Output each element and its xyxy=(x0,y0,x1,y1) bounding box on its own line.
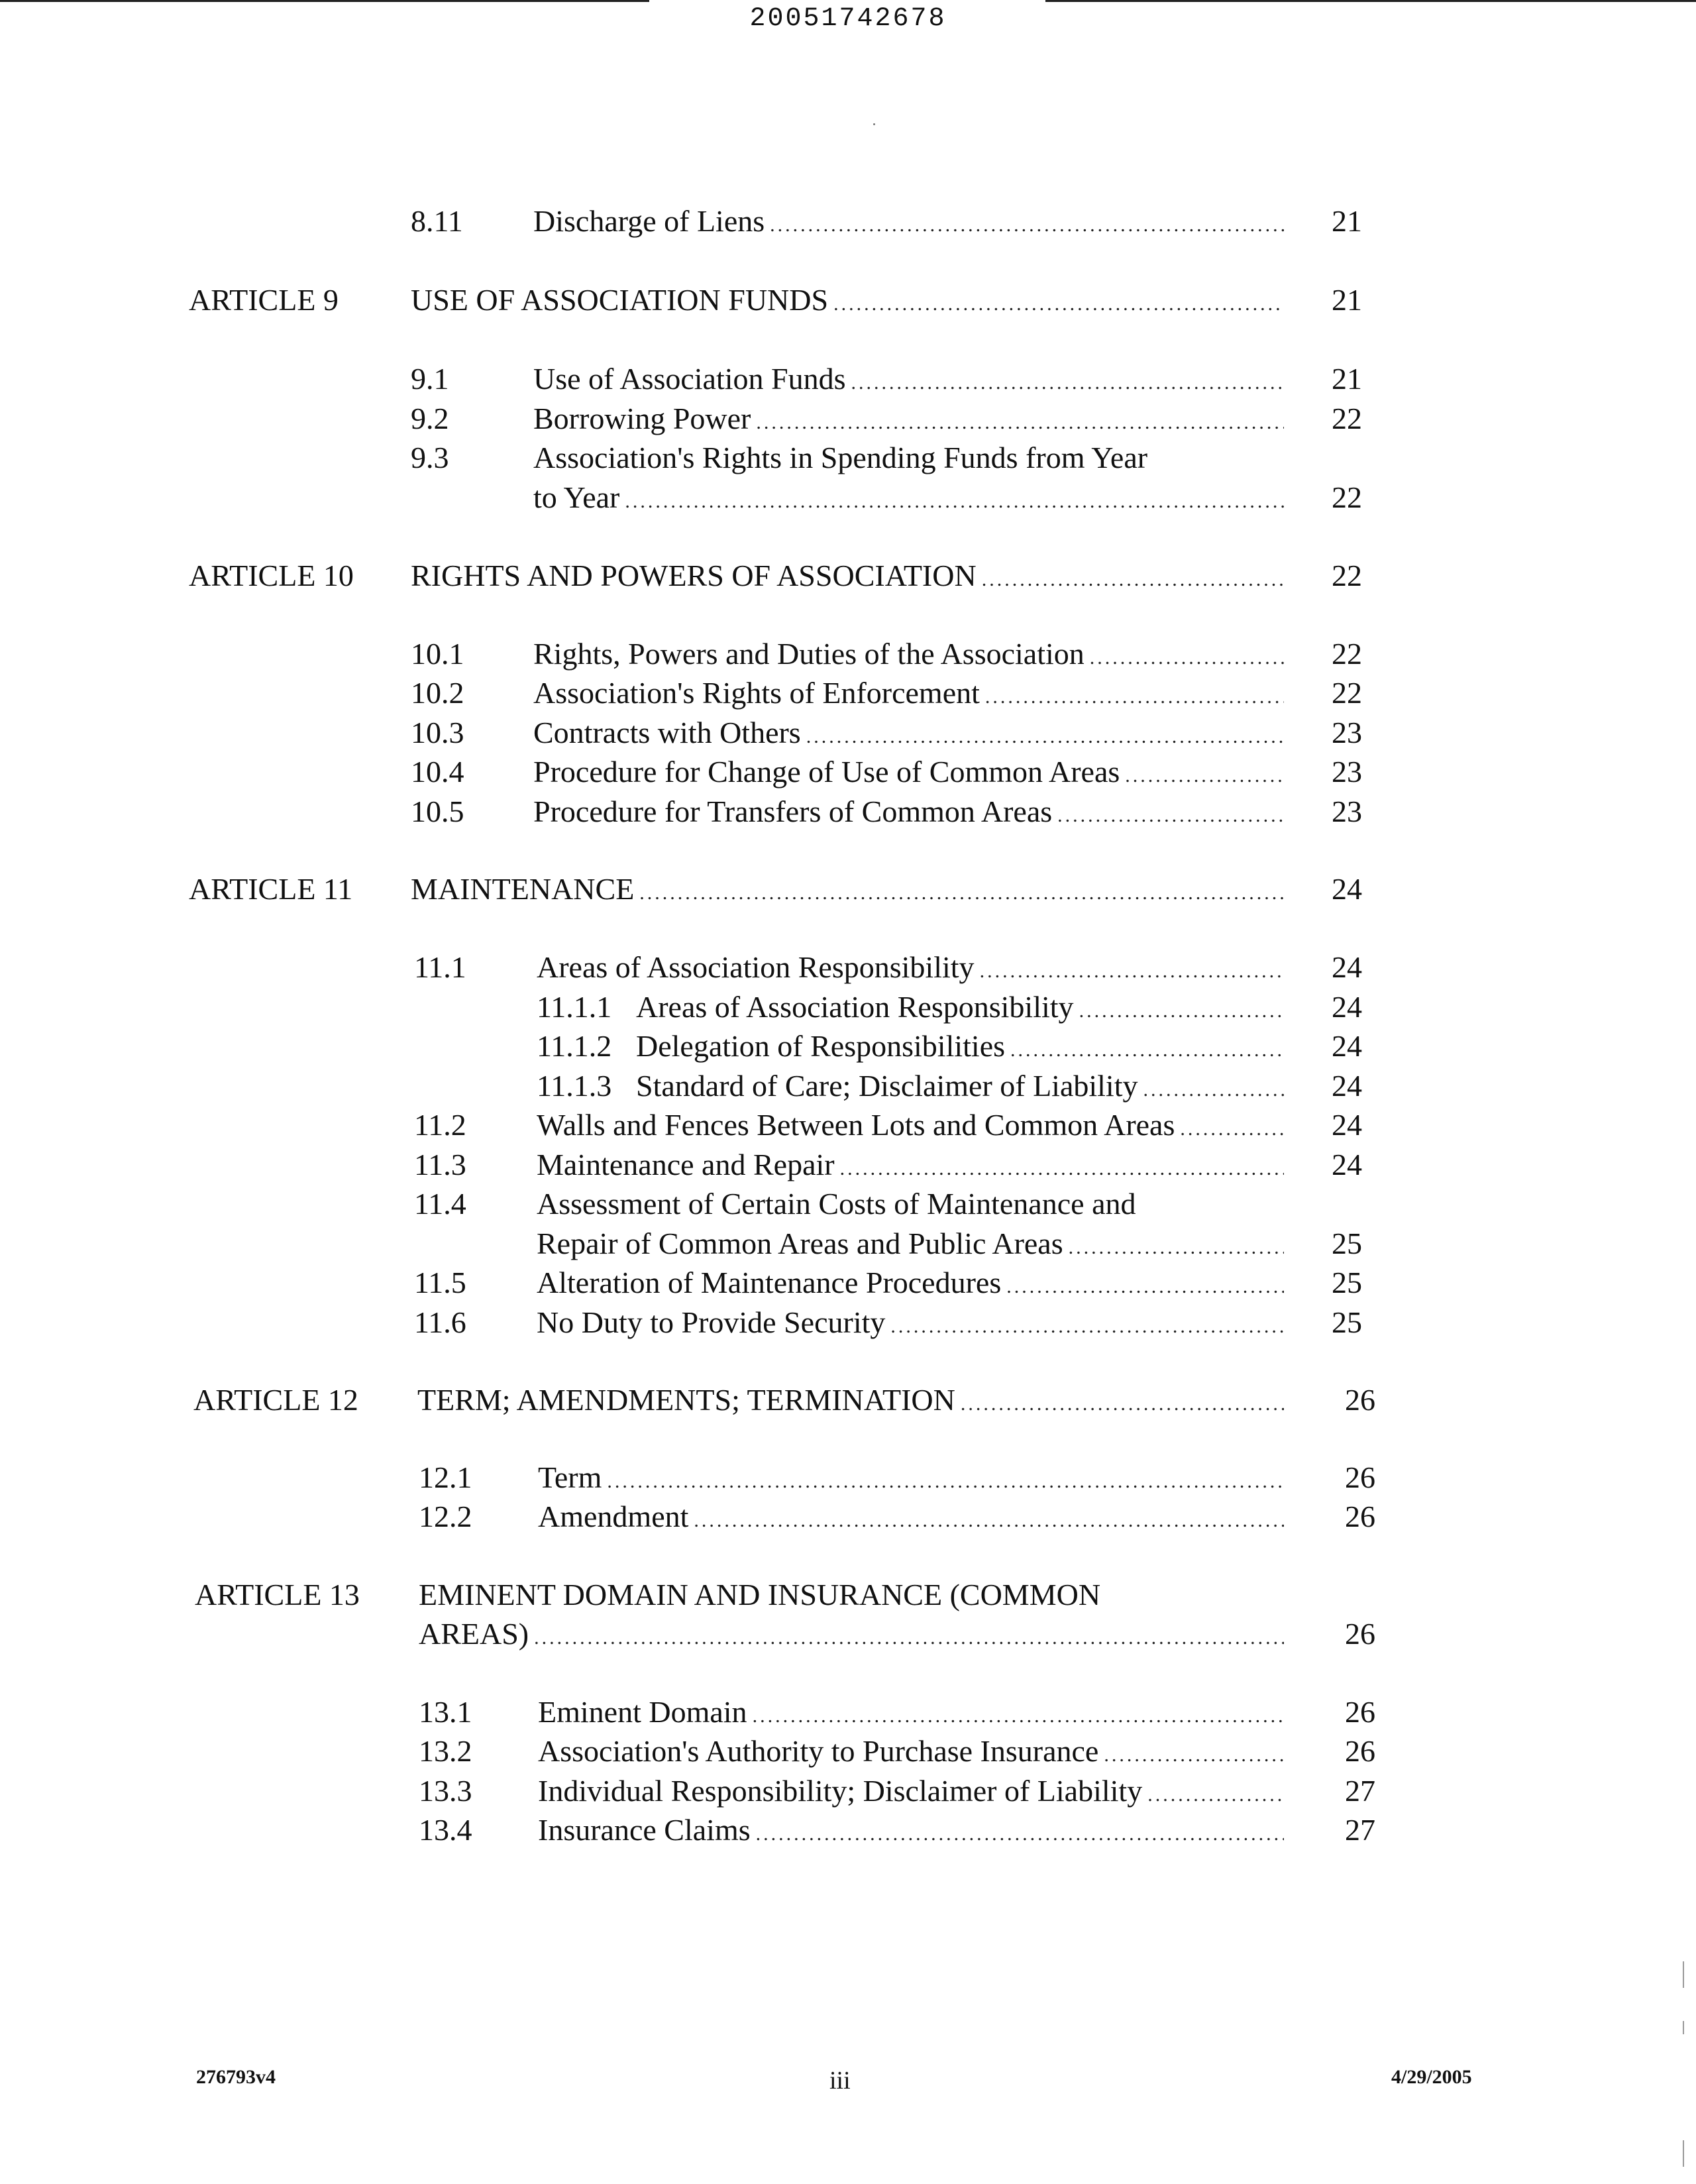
section-title-line2: Repair of Common Areas and Public Areas ..... xyxy=(537,1223,1284,1268)
page-number: 24 xyxy=(1332,1029,1362,1063)
section-number: 12.2 xyxy=(419,1500,472,1533)
section-title: Discharge of Liens ..... xyxy=(533,201,1284,246)
page-number: 24 xyxy=(1332,990,1362,1024)
page-number: 22 xyxy=(1332,480,1362,514)
section-title: Walls and Fences Between Lots and Common Areas ..... xyxy=(537,1105,1284,1150)
page-number: 21 xyxy=(1332,283,1362,317)
page-number: 26 xyxy=(1345,1383,1375,1417)
article-title-line2: AREAS) ..... xyxy=(419,1613,1284,1659)
section-number: 12.1 xyxy=(419,1460,472,1494)
page-number: 25 xyxy=(1332,1266,1362,1299)
page-number: 25 xyxy=(1332,1227,1362,1260)
section-number: 10.4 xyxy=(411,755,464,789)
page-number: 26 xyxy=(1345,1500,1375,1533)
section-title: Association's Rights of Enforcement ..... xyxy=(533,673,1284,718)
section-title: Rights, Powers and Duties of the Association ..... xyxy=(533,633,1284,679)
page-number: 24 xyxy=(1332,872,1362,906)
section-number: 13.2 xyxy=(419,1734,472,1768)
page-number: 27 xyxy=(1345,1774,1375,1808)
subsection-title: 11.1.1 Areas of Association Responsibility ..... xyxy=(537,987,1284,1032)
article-label: ARTICLE 12 xyxy=(193,1383,358,1417)
section-title-line1: Association's Rights in Spending Funds from Year xyxy=(533,441,1148,474)
page-number: 27 xyxy=(1345,1813,1375,1847)
article-label: ARTICLE 11 xyxy=(189,872,353,906)
section-title: No Duty to Provide Security ..... xyxy=(537,1302,1284,1347)
section-title: Borrowing Power ..... xyxy=(533,398,1284,443)
article-label: ARTICLE 10 xyxy=(189,559,354,592)
section-number: 10.5 xyxy=(411,794,464,828)
page-number: 23 xyxy=(1332,794,1362,828)
section-number: 11.4 xyxy=(414,1187,466,1221)
page-number: 24 xyxy=(1332,950,1362,984)
section-title: Term ..... xyxy=(538,1457,1284,1502)
article-title: RIGHTS AND POWERS OF ASSOCIATION ..... xyxy=(411,555,1284,600)
section-title: Individual Responsibility; Disclaimer of Liability ..... xyxy=(538,1771,1284,1816)
section-title-line2: to Year ..... xyxy=(533,477,1284,522)
article-title: USE OF ASSOCIATION FUNDS ..... xyxy=(411,280,1284,325)
section-number: 10.1 xyxy=(411,637,464,671)
document-number: 20051742678 xyxy=(749,4,947,34)
section-number: 13.4 xyxy=(419,1813,472,1847)
article-title: TERM; AMENDMENTS; TERMINATION ..... xyxy=(417,1380,1284,1425)
section-title: Procedure for Transfers of Common Areas ..... xyxy=(533,791,1284,836)
section-number: 9.1 xyxy=(411,362,449,396)
page-number: 23 xyxy=(1332,716,1362,749)
page-number: 24 xyxy=(1332,1069,1362,1103)
footer-page-number: iii xyxy=(829,2067,851,2095)
article-title: MAINTENANCE ..... xyxy=(411,869,1284,914)
footer-date: 4/29/2005 xyxy=(1391,2066,1472,2088)
article-label: ARTICLE 9 xyxy=(189,283,339,317)
section-title-line1: Assessment of Certain Costs of Maintenance and xyxy=(537,1187,1136,1221)
page-number: 24 xyxy=(1332,1108,1362,1142)
page-number: 26 xyxy=(1345,1734,1375,1768)
section-number: 11.6 xyxy=(414,1305,466,1339)
article-title-line1: EMINENT DOMAIN AND INSURANCE (COMMON xyxy=(419,1578,1101,1611)
section-title: Use of Association Funds ..... xyxy=(533,358,1284,404)
subsection-title: 11.1.2 Delegation of Responsibilities ..... xyxy=(537,1026,1284,1071)
section-title: Eminent Domain ..... xyxy=(538,1692,1284,1737)
section-title: Insurance Claims ..... xyxy=(538,1810,1284,1855)
section-number: 11.2 xyxy=(414,1108,466,1142)
section-title: Areas of Association Responsibility ..... xyxy=(537,947,1284,992)
section-title: Procedure for Change of Use of Common Areas ..... xyxy=(533,751,1284,796)
section-title: Maintenance and Repair ..... xyxy=(537,1144,1284,1189)
section-number: 11.3 xyxy=(414,1148,466,1181)
section-number: 13.3 xyxy=(419,1774,472,1808)
section-title: Amendment ..... xyxy=(538,1496,1284,1541)
section-title: Contracts with Others ..... xyxy=(533,712,1284,757)
page-number: 21 xyxy=(1332,204,1362,238)
page-number: 26 xyxy=(1345,1460,1375,1494)
subsection-title: 11.1.3 Standard of Care; Disclaimer of Liability ..... xyxy=(537,1065,1284,1111)
section-number: 8.11 xyxy=(411,204,463,238)
page-number: 22 xyxy=(1332,402,1362,435)
page-number: 22 xyxy=(1332,676,1362,710)
section-number: 9.3 xyxy=(411,441,449,474)
page-number: 25 xyxy=(1332,1305,1362,1339)
page-number: 26 xyxy=(1345,1695,1375,1729)
page-number: 22 xyxy=(1332,559,1362,592)
section-title: Alteration of Maintenance Procedures ..... xyxy=(537,1262,1284,1307)
page-number: 26 xyxy=(1345,1617,1375,1651)
section-number: 10.2 xyxy=(411,676,464,710)
page-number: 22 xyxy=(1332,637,1362,671)
section-title: Association's Authority to Purchase Insurance ..... xyxy=(538,1731,1284,1776)
section-number: 10.3 xyxy=(411,716,464,749)
article-label: ARTICLE 13 xyxy=(195,1578,360,1611)
section-number: 13.1 xyxy=(419,1695,472,1729)
section-number: 9.2 xyxy=(411,402,449,435)
section-number: 11.5 xyxy=(414,1266,466,1299)
page-number: 21 xyxy=(1332,362,1362,396)
section-number: 11.1 xyxy=(414,950,466,984)
footer-doc-id: 276793v4 xyxy=(196,2066,276,2088)
page-number: 24 xyxy=(1332,1148,1362,1181)
page-number: 23 xyxy=(1332,755,1362,789)
